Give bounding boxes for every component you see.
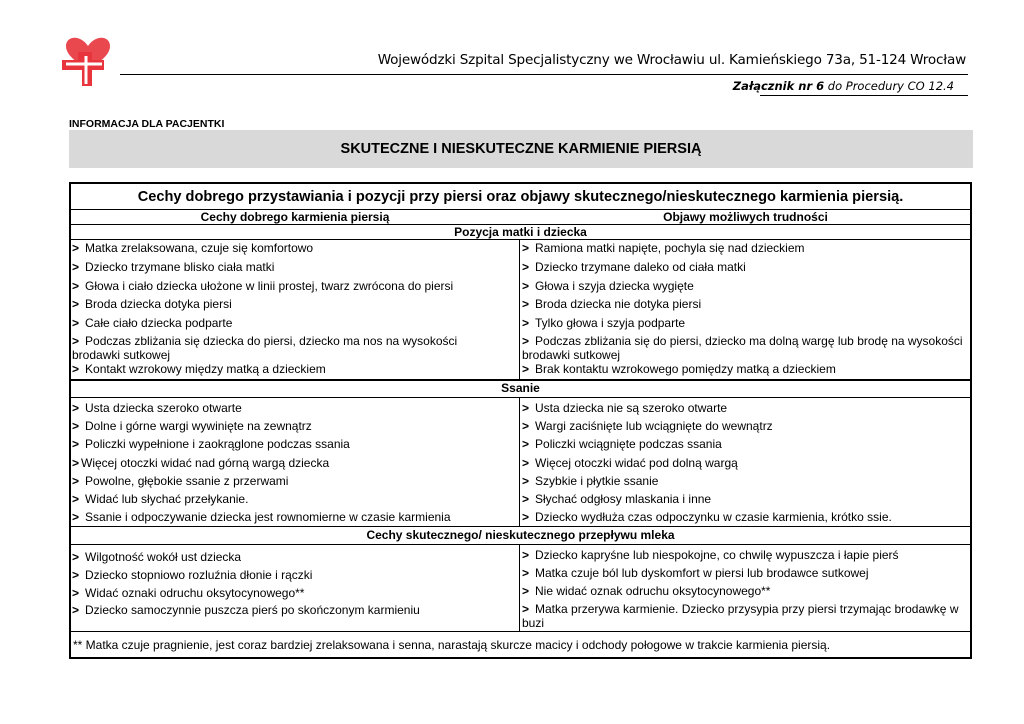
list-item: > Ssanie i odpoczywanie dziecka jest rownomierne w czasie karmienia (72, 510, 451, 524)
section-title: Cechy skutecznego/ nieskutecznego przepływu mleka (366, 528, 675, 542)
list-item: > Głowa i ciało dziecka ułożone w linii prostej, twarz zwrócona do piersi (72, 279, 454, 293)
hospital-logo (58, 26, 116, 88)
list-item: > Dolne i górne wargi wywinięte na zewnątrz (72, 419, 312, 433)
list-item: > Broda dziecka nie dotyka piersi (522, 297, 702, 311)
list-item: > Całe ciało dziecka podparte (72, 316, 233, 330)
column-headers (71, 210, 970, 224)
section-3-left (71, 550, 520, 621)
list-item: > Broda dziecka dotyka piersi (72, 297, 232, 311)
list-item: > Matka czuje ból lub dyskomfort w piersi lub brodawce sutkowej (522, 566, 869, 580)
list-item: > Widać oznaki odruchu oksytocynowego** (72, 586, 305, 600)
column-header-left: Cechy dobrego karmienia piersią (200, 210, 390, 224)
list-item: > Nie widać oznak odruchu oksytocynowego** (522, 584, 771, 598)
list-item: > Słychać odgłosy mlaskania i inne (522, 492, 712, 506)
list-item: > Widać lub słychać przełykanie. (72, 492, 249, 506)
section-3-right (521, 548, 970, 630)
list-item: > Matka zrelaksowana, czuje się komfortowo (72, 241, 314, 255)
list-item: > Matka przerywa karmienie. Dziecko przysypia przy piersi trzymając brodawkę w buzi (522, 602, 959, 630)
list-item: > Szybkie i płytkie ssanie (522, 474, 659, 488)
footnote: ** Matka czuje pragnienie, jest coraz bardziej zrelaksowana i senna, narastają skurcze macicy i odchody połogowe w trakcie karmienia piersią. (73, 638, 831, 652)
list-item: > Wilgotność wokół ust dziecka (72, 550, 242, 564)
table-caption: Cechy dobrego przystawiania i pozycji przy piersi oraz objawy skutecznego/nieskutecznego karmienia piersią. (137, 188, 904, 205)
section-1-left (71, 241, 520, 376)
header-rule (120, 74, 968, 75)
list-item: > Więcej otoczki widać nad górną wargą dziecka (72, 456, 330, 470)
list-item: > Brak kontaktu wzrokowego pomiędzy matką a dzieckiem (522, 362, 836, 376)
breastfeeding-table (69, 182, 972, 659)
info-label: INFORMACJA DLA PACJENTKI (69, 118, 225, 130)
section-title: Pozycja matki i dziecka (454, 225, 587, 239)
annex-reference: Załącznik nr 6 do Procedury CO 12.4 (732, 79, 954, 93)
list-item: > Tylko głowa i szyja podparte (522, 316, 686, 330)
section-2-left (71, 401, 520, 526)
annex-rule (760, 95, 968, 96)
hospital-address: Wojewódzki Szpital Specjalistyczny we Wrocławiu ul. Kamieńskiego 73a, 51-124 Wrocław (377, 52, 966, 68)
list-item: > Wargi zaciśnięte lub wciągnięte do wewnątrz (522, 419, 773, 433)
section-title: Ssanie (501, 381, 540, 395)
list-item: > Kontakt wzrokowy między matką a dzieckiem (72, 362, 326, 376)
list-item: > Podczas zbliżania się dziecka do piersi, dziecko ma nos na wysokości brodawki sutkowej (72, 334, 458, 362)
list-item: > Dziecko trzymane blisko ciała matki (72, 260, 275, 274)
list-item: > Dziecko samoczynnie puszcza pierś po skończonym karmieniu (72, 603, 420, 617)
list-item: > Podczas zbliżania się do piersi, dziecko ma dolną wargę lub brodę na wysokości brodawki sutkowej (522, 334, 963, 362)
section-2-right (521, 401, 970, 526)
list-item: > Usta dziecka szeroko otwarte (72, 401, 242, 415)
list-item: > Policzki wypełnione i zaokrąglone podczas ssania (72, 437, 350, 451)
section-1-right (521, 241, 970, 376)
page-title: SKUTECZNE I NIESKUTECZNE KARMIENIE PIERSIĄ (69, 130, 973, 168)
list-item: > Dziecko wydłuża czas odpoczynku w czasie karmienia, krótko ssie. (522, 510, 892, 524)
list-item: > Usta dziecka nie są szeroko otwarte (522, 401, 728, 415)
list-item: > Dziecko kapryśne lub niespokojne, co chwilę wypuszcza i łapie pierś (522, 548, 899, 562)
column-header-right: Objawy możliwych trudności (663, 210, 828, 224)
list-item: > Ramiona matki napięte, pochyla się nad dzieckiem (522, 241, 805, 255)
list-item: > Więcej otoczki widać pod dolną wargą (522, 456, 738, 470)
list-item: > Dziecko stopniowo rozluźnia dłonie i rączki (72, 568, 313, 582)
list-item: > Policzki wciągnięte podczas ssania (522, 437, 722, 451)
list-item: > Dziecko trzymane daleko od ciała matki (522, 260, 746, 274)
list-item: > Powolne, głębokie ssanie z przerwami (72, 474, 289, 488)
list-item: > Głowa i szyja dziecka wygięte (522, 279, 694, 293)
